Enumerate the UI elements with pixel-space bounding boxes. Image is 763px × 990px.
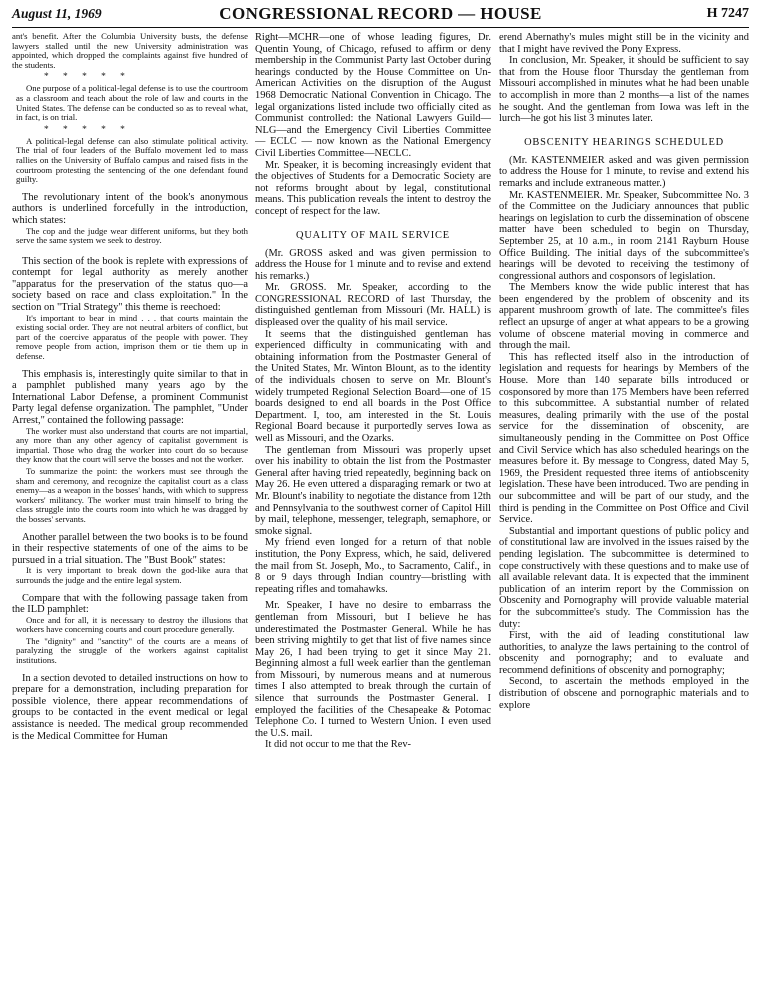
body-paragraph: Right—MCHR—one of whose leading figures, Dr. Quentin Young, of Chicago, refused to affirm or deny membership in the Communist Party last October during hearings conducted by the House Committee on Un-American Activities on the disruption of the August 1968 Democratic National Convention in Chicago. The legal organizations listed include two officially cited as Communist controlled: the National Lawyers Guild—NLG—and the Emergency Civil Liberties Committee — ECLC — now known as the National Emergency Civil Liberties Committee—NECLC.	[255, 32, 491, 159]
body-paragraph: In a section devoted to detailed instructions on how to prepare for a demonstration, including preparation for possible violence, there appear recommendations of groups to be contacted in the event medical or legal assistance is needed. The medical group recommended is the Medical Committee for Human	[12, 672, 248, 742]
body-paragraph: Second, to ascertain the methods employed in the distribution of obscene and pornographic materials and to explore	[499, 676, 749, 711]
body-paragraph: (Mr. KASTENMEIER asked and was given permission to address the House for 1 minute, to revise and extend his remarks and include extraneous matter.)	[499, 154, 749, 189]
ellipsis-stars: * * * * *	[44, 72, 131, 83]
column-right	[499, 32, 749, 988]
body-paragraph: It seems that the distinguished gentleman has experienced difficulty in communicating with and obtaining information from the Postmaster General of the United States, Mr. Winton Blount, as to the identity of the individuals chosen to serve on Mr. Blount's widely trumpeted Regional Selection Board—one of 15 boards designed to end all boards in the Post Office Department. I, too, am interested in the St. Louis Regional Board because it purportedly serves Iowa as well as Missouri, and the Ozarks.	[255, 328, 491, 444]
body-paragraph: The Members know the wide public interest that has been engendered by the problem of obscenity and its apparent mushroom growth of late. The committee's files reflect an upsurge of anger at what appears to be a growing volume of obscene material moving in commerce and through the mail.	[499, 282, 749, 352]
quote-paragraph: To summarize the point: the workers must see through the sham and ceremony, and recognize the capitalist court as a class enemy—as a weapon in the bosses' hands, with which to suppress workers' militancy. The worker must train himself to bring the class struggle into the courts room into which he was dragged by the bosses' servants.	[16, 465, 248, 524]
body-paragraph: Mr. GROSS. Mr. Speaker, according to the CONGRESSIONAL RECORD of last Thursday, the distinguished gentleman from Missouri (Mr. HALL) is displeased over the quality of his mail service.	[255, 282, 491, 329]
body-paragraph: Compare that with the following passage taken from the ILD pamphlet:	[12, 592, 248, 616]
body-paragraph: Mr. Speaker, I have no desire to embarrass the gentleman from Missouri, but I believe he has underestimated the Postmaster General. While he has been striving mightily to get that list of five names since May 26, I had been trying to get it since May 21. Beginning almost a full week earlier than the gentleman from Missouri, by numerous means and at numerous times I also attempted to break through the curtain of silence that surrounds the Postmaster General. I employed the facilities of the Chesapeake & Potomac Telephone Co. I turned to Western Union. I even used the U.S. mail.	[255, 600, 491, 739]
body-paragraph: (Mr. GROSS asked and was given permission to address the House for 1 minute and to revise and extend his remarks.)	[255, 247, 491, 282]
quote-paragraph: It's important to bear in mind . . . that courts maintain the existing social order. They are not neutral arbiters of conflict, but part of the coercive apparatus of the people with power. They remove people from action, imprison them or tie them up in defense.	[16, 312, 248, 362]
quote-paragraph: A political-legal defense can also stimulate political activity. The trial of four leaders of the Buffalo movement led to mass rallies on the University of Buffalo campus and raised fists in the courtroom protesting the sentencing of the one defendant found guilty.	[16, 135, 248, 185]
section-heading-obscenity-hearings: OBSCENITY HEARINGS SCHEDULED	[524, 136, 724, 148]
body-paragraph: First, with the aid of leading constitutional law authorities, to analyze the laws pertaining to the control of obscenity and pornography; and to evaluate and recommend definitions of obscenity and pornography;	[499, 630, 749, 676]
section-heading-mail-service: QUALITY OF MAIL SERVICE	[296, 229, 450, 241]
body-paragraph: erend Abernathy's mules might still be in the vicinity and that I might have revived the Pony Express.	[499, 32, 749, 55]
quote-paragraph: ant's benefit. After the Columbia University busts, the defense lawyers stalled until the new University administration was appointed, which dropped the complaints against five hundred of the students.	[12, 32, 248, 70]
ellipsis-stars: * * * * *	[44, 124, 131, 135]
body-paragraph: This has reflected itself also in the introduction of legislation and requests for hearings by Members of the House. More than 140 separate bills introduced or cosponsored by more than 175 Members have been referred to this subcommittee. A substantial number of related measures, dealing primarily with the use of the postal service for the dissemination of obscenity, are simultaneously pending in the Committee on Post Office and Civil Service which has also scheduled hearings on the measures before it. By message to Congress, dated May 5, 1969, the President requested three items of antiobscenity legislation. These have been introduced. Two are pending in our subcommittee and will be part of our study, and the third is pending in the Committee on Post Office and Civil Service.	[499, 351, 749, 526]
header-rule	[12, 27, 749, 28]
quote-paragraph: One purpose of a political-legal defense is to use the courtroom as a classroom and teach about the role of law and courts in the United States. The defense can be conducted so as to reveal what, in fact, is on trial.	[16, 83, 248, 123]
body-paragraph: This section of the book is replete with expressions of contempt for legal authority as merely another "apparatus for the preservation of the status quo—a society based on race and class exploitation." In the section on "Trial Strategy" this theme is reechoed:	[12, 255, 248, 314]
quote-paragraph: The "dignity" and "sanctity" of the courts are a means of paralyzing the struggle of the workers against capitalist institutions.	[16, 635, 248, 666]
body-paragraph: It did not occur to me that the Rev-	[265, 739, 412, 751]
body-paragraph: My friend even longed for a return of that noble institution, the Pony Express, which, he said, delivered the mail from St. Joseph, Mo., to Sacramento, Calif., in 8 or 9 days through Indian country—bristling with repeating rifles and tomahawks.	[255, 537, 491, 595]
body-paragraph: Substantial and important questions of public policy and of constitutional law are involved in the issues raised by the pending legislation. The subcommittee is determined to cope constructively with these questions and to make use of all available relevant data. It is expected that the imminent publication of an interim report by the Commission on Obscenity and Pornography will provide valuable material for the subcommittee's study. The Commission has the duty:	[499, 525, 749, 630]
body-paragraph: In conclusion, Mr. Speaker, it should be sufficient to say that from the House floor Thursday the gentleman from Missouri accomplished in minutes what he had been unable to accomplish in more than 2 months—a list of the names he sought. And the gentleman from Iowa was left in the lurch—he got his list 3 minutes later.	[499, 55, 749, 125]
body-paragraph: The gentleman from Missouri was properly upset over his inability to obtain the list from the Postmaster General after having tried repeatedly, beginning back on May 26. He even uttered a disparaging remark or two at Mr. Blount's inability to negotiate the distance from 12th and Pennsylvania to the southwest corner of Capitol Hill by mail, telephone, messenger, telegraph, semaphore, or smoke signal.	[255, 444, 491, 537]
body-paragraph: Mr. Speaker, it is becoming increasingly evident that the objectives of Students for a Democratic Society are not reforms brought about by legal, constitutional means. This publication reveals the intent to destroy the concept of respect for the law.	[255, 159, 491, 217]
body-paragraph: Another parallel between the two books is to be found in their respective statements of one of the aims to be pursued in a trial situation. The "Bust Book" states:	[12, 531, 248, 566]
body-paragraph: The revolutionary intent of the book's anonymous authors is underlined forcefully in the introduction, which states:	[12, 191, 248, 226]
quote-paragraph: It is very important to break down the god-like aura that surrounds the judge and the entire legal system.	[16, 565, 248, 585]
quote-paragraph: Once and for all, it is necessary to destroy the illusions that workers have concerning courts and court procedure generally.	[16, 614, 248, 635]
column-left	[12, 32, 248, 988]
quote-paragraph: The cop and the judge wear different uniforms, but they both serve the same system we seek to destroy.	[16, 225, 248, 246]
page-header	[12, 4, 749, 26]
header-date: August 11, 1969	[12, 6, 102, 21]
header-page-number: H 7247	[706, 6, 749, 21]
body-paragraph: Mr. KASTENMEIER. Mr. Speaker, Subcommittee No. 3 of the Committee on the Judiciary announces that public hearings on legislation to curb the dissemination of obscene matter have been scheduled to begin on Thursday, September 25, at 10 a.m., in room 2141 Rayburn House Office Building. The initial days of the subcommittee's hearings will be devoted to receiving the testimony of congressional authors and cosponsors of legislation.	[499, 189, 749, 282]
column-middle	[255, 32, 491, 988]
quote-paragraph: The worker must also understand that courts are not impartial, any more than any other agency of capitalist government is impartial. Those who drag the worker into court do so because they know that the court will serve the bosses and not the worker.	[16, 425, 248, 465]
header-title: CONGRESSIONAL RECORD — HOUSE	[219, 4, 542, 23]
body-paragraph: This emphasis is, interestingly quite similar to that in a pamphlet published many years ago by the International Labor Defense, a prominent Communist Party legal defense organization. The pamphlet, "Under Arrest," contained the following passage:	[12, 368, 248, 426]
